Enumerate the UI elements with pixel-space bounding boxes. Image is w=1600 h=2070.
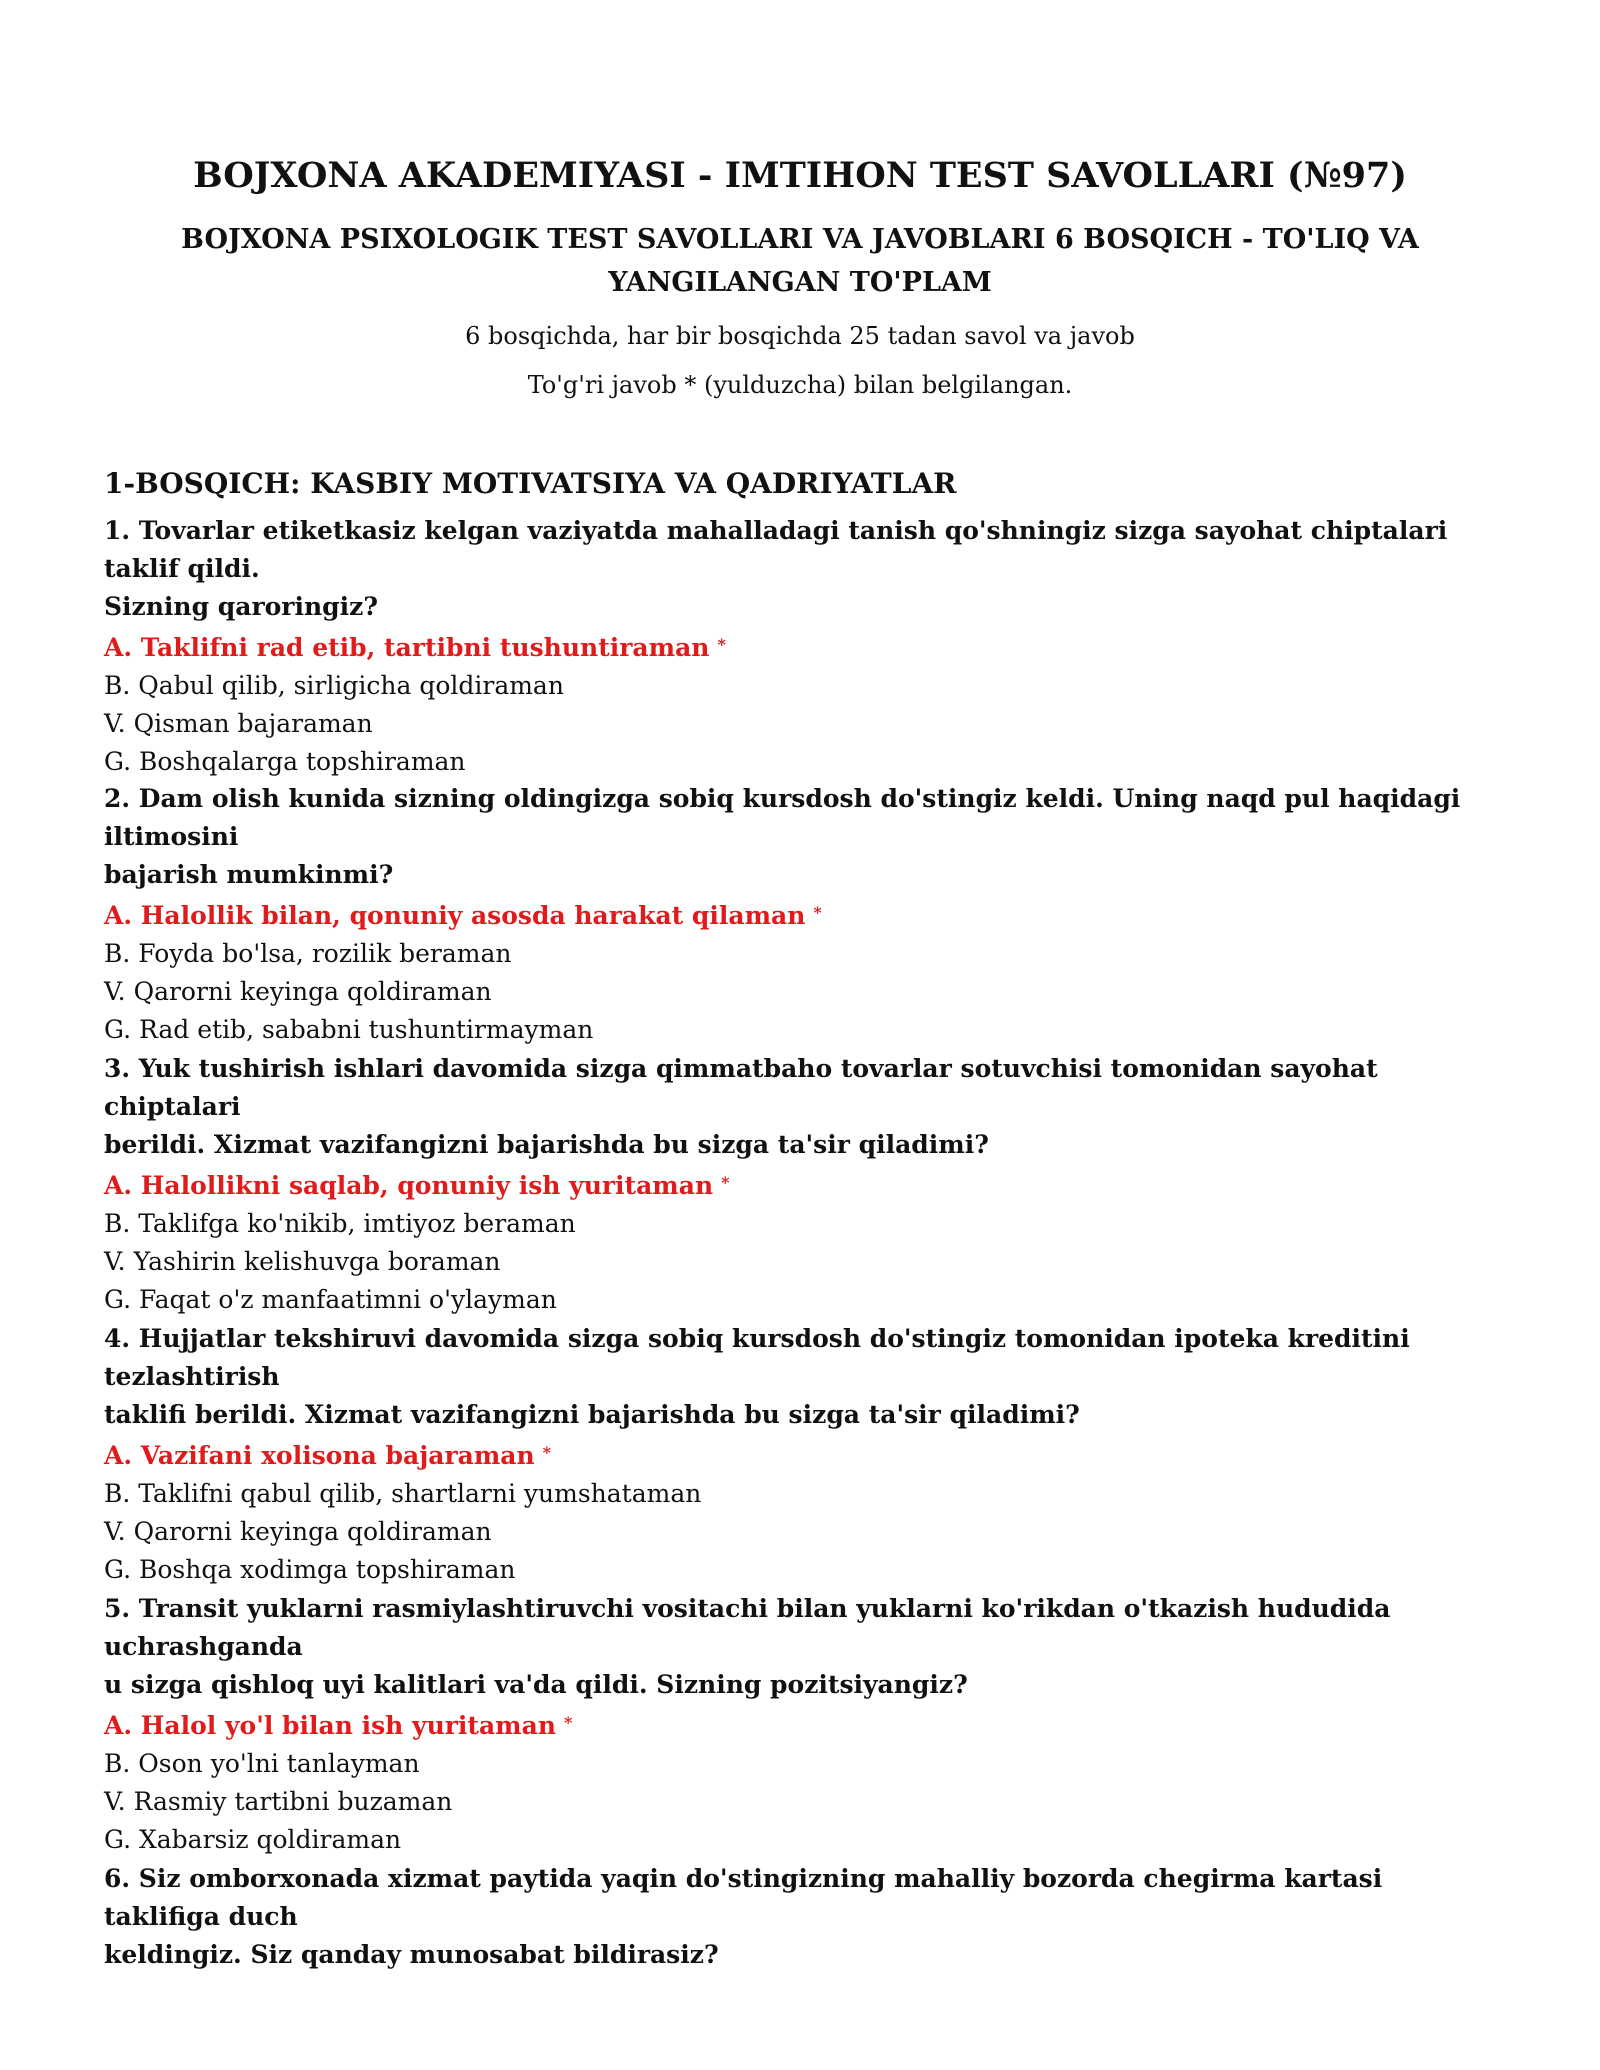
question-6: [104, 1860, 1504, 1974]
document-subtitle-line-2: YANGILANGAN TO'PLAM: [608, 267, 992, 298]
answer-option: V. Qisman bajaraman: [104, 709, 373, 738]
answer-option: B. Oson yo'lni tanlayman: [104, 1749, 420, 1778]
correct-answer-text: A. Vazifani xolisona bajaraman: [104, 1441, 535, 1470]
answer-option: V. Yashirin kelishuvga boraman: [104, 1247, 501, 1276]
answer-option: V. Qarorni keyinga qoldiraman: [104, 1517, 492, 1546]
correct-answer-text: A. Halol yo'l bilan ish yuritaman: [104, 1711, 557, 1740]
answer-option: V. Rasmiy tartibni buzaman: [104, 1787, 453, 1816]
correct-answer-option: [104, 626, 1504, 667]
document-title: BOJXONA AKADEMIYASI - IMTIHON TEST SAVOLLARI (№97): [193, 155, 1407, 196]
question-3: [104, 1050, 1504, 1319]
question-text: [104, 512, 1504, 626]
question-text-line-2: Sizning qaroringiz?: [104, 592, 378, 621]
question-4: [104, 1320, 1504, 1589]
correct-answer-star: *: [813, 903, 822, 922]
question-text-line-1: 2. Dam olish kunida sizning oldingizga sobiq kursdosh do'stingiz keldi. Uning naqd pul haqidagi iltimosini: [104, 784, 1461, 851]
question-text-line-1: 3. Yuk tushirish ishlari davomida sizga qimmatbaho tovarlar sotuvchisi tomonidan sayohat chiptalari: [104, 1054, 1378, 1121]
question-2: [104, 780, 1504, 1049]
answer-option: G. Boshqa xodimga topshiraman: [104, 1555, 516, 1584]
answer-option: B. Qabul qilib, sirligicha qoldiraman: [104, 671, 564, 700]
document-note: To'g'ri javob * (yulduzcha) bilan belgilangan.: [527, 371, 1073, 399]
question-text: [104, 1050, 1504, 1164]
question-text-line-2: berildi. Xizmat vazifangizni bajarishda bu sizga ta'sir qiladimi?: [104, 1130, 989, 1159]
answer-option: B. Foyda bo'lsa, rozilik beraman: [104, 939, 512, 968]
document-description: 6 bosqichda, har bir bosqichda 25 tadan savol va javob: [465, 322, 1135, 350]
question-text-line-1: 1. Tovarlar etiketkasiz kelgan vaziyatda mahalladagi tanish qo'shningiz sizga sayohat chiptalari taklif qildi.: [104, 516, 1448, 583]
question-text-line-2: taklifi berildi. Xizmat vazifangizni bajarishda bu sizga ta'sir qiladimi?: [104, 1400, 1080, 1429]
answer-option: B. Taklifga ko'nikib, imtiyoz beraman: [104, 1209, 576, 1238]
section-title: 1-BOSQICH: KASBIY MOTIVATSIYA VA QADRIYATLAR: [104, 467, 957, 500]
question-text: [104, 1320, 1504, 1434]
question-text-line-1: 4. Hujjatlar tekshiruvi davomida sizga sobiq kursdosh do'stingiz tomonidan ipoteka kreditini tezlashtirish: [104, 1324, 1410, 1391]
question-text: [104, 1590, 1504, 1704]
answer-option: G. Boshqalarga topshiraman: [104, 747, 466, 776]
document-subtitle-line-1: BOJXONA PSIXOLOGIK TEST SAVOLLARI VA JAVOBLARI 6 BOSQICH - TO'LIQ VA: [181, 224, 1419, 255]
correct-answer-option: [104, 1704, 1504, 1745]
correct-answer-star: *: [721, 1173, 730, 1192]
question-text-line-2: bajarish mumkinmi?: [104, 860, 394, 889]
answer-option: V. Qarorni keyinga qoldiraman: [104, 977, 492, 1006]
document-subtitle: [100, 218, 1500, 304]
correct-answer-text: A. Taklifni rad etib, tartibni tushuntiraman: [104, 633, 710, 662]
question-text-line-1: 5. Transit yuklarni rasmiylashtiruvchi vositachi bilan yuklarni ko'rikdan o'tkazish hududida uchrashganda: [104, 1594, 1391, 1661]
question-text-line-2: keldingiz. Siz qanday munosabat bildirasiz?: [104, 1940, 719, 1969]
question-1: [104, 512, 1504, 781]
question-5: [104, 1590, 1504, 1859]
answer-option: G. Faqat o'z manfaatimni o'ylayman: [104, 1285, 557, 1314]
correct-answer-option: [104, 1164, 1504, 1205]
correct-answer-star: *: [564, 1713, 573, 1732]
correct-answer-option: [104, 894, 1504, 935]
answer-option: G. Rad etib, sababni tushuntirmayman: [104, 1015, 594, 1044]
correct-answer-text: A. Halollikni saqlab, qonuniy ish yuritaman: [104, 1171, 714, 1200]
answer-option: G. Xabarsiz qoldiraman: [104, 1825, 402, 1854]
correct-answer-star: *: [717, 635, 726, 654]
correct-answer-text: A. Halollik bilan, qonuniy asosda harakat qilaman: [104, 901, 806, 930]
correct-answer-option: [104, 1434, 1504, 1475]
question-text-line-2: u sizga qishloq uyi kalitlari va'da qildi. Sizning pozitsiyangiz?: [104, 1670, 968, 1699]
correct-answer-star: *: [542, 1443, 552, 1462]
question-text-line-1: 6. Siz omborxonada xizmat paytida yaqin do'stingizning mahalliy bozorda chegirma kartasi taklifiga duch: [104, 1864, 1383, 1931]
question-text: [104, 1860, 1504, 1974]
answer-option: B. Taklifni qabul qilib, shartlarni yumshataman: [104, 1479, 702, 1508]
question-text: [104, 780, 1504, 894]
